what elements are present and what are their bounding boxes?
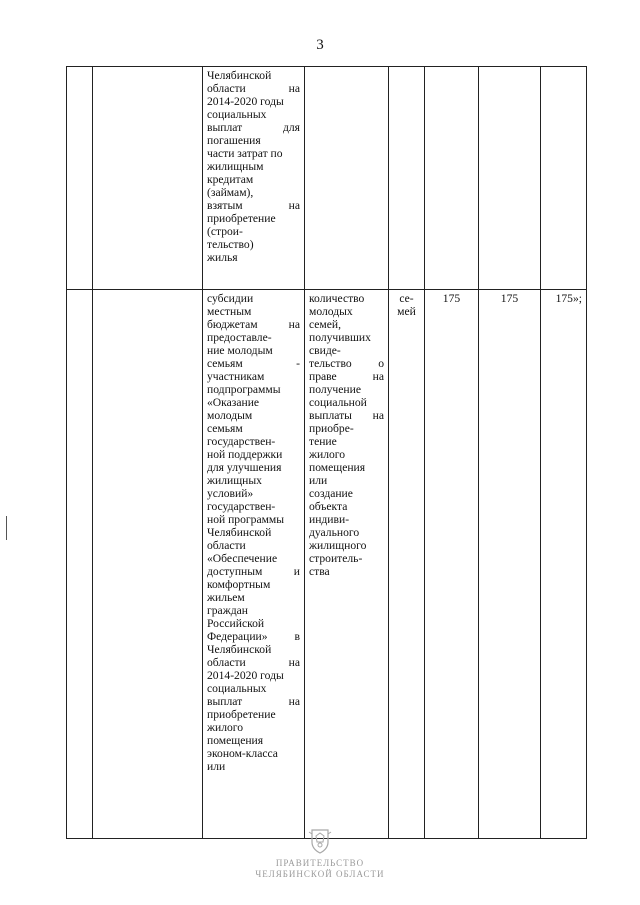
table-cell-number [67,67,93,290]
text-line: предоставле- [207,331,272,344]
text-line: строитель- [309,552,363,565]
table-cell-value-2: 175 [479,290,541,839]
text-line: выплаты на [309,409,384,422]
text-line: праве на [309,370,384,383]
text-line: жилого [309,448,346,461]
text-line: взятым на [207,199,300,212]
text-line: получение [309,383,361,396]
indicator-table [66,66,587,839]
table-cell-indicator [305,67,389,290]
table-cell-description [203,290,305,839]
text-line: области на [207,656,300,669]
text-line: Челябинской [207,526,272,539]
text-line: ной программы [207,513,285,526]
table-cell-value-3: 175»; [541,290,587,839]
text-line: социальных [207,108,267,121]
table-cell-value [541,67,587,290]
text-line: ства [309,565,330,578]
text-line: свиде- [309,344,341,357]
text-line: тельство о [309,357,384,370]
text-line: создание [309,487,353,500]
table-cell-unit [389,290,425,839]
text-line: Челябинской [207,643,272,656]
text-line: местным [207,305,252,318]
text-line: (займам), [207,186,254,199]
table-cell-number [67,290,93,839]
text-line: молодых [309,305,353,318]
text-line: комфортным [207,578,271,591]
text-line: субсидии [207,292,254,305]
text-line: получивших [309,331,371,344]
text-line: семьям - [207,357,300,370]
text-line: тельство) [207,238,254,251]
text-line: объекта [309,500,348,513]
text-line: Федерации» в [207,630,300,643]
text-line: государствен- [207,500,276,513]
table-cell-value-1: 175 [425,290,479,839]
text-line: (строи- [207,225,243,238]
table-cell-description [203,67,305,290]
text-line: семьям [207,422,243,435]
text-line: «Оказание [207,396,260,409]
table-cell-program [93,67,203,290]
text-line: области на [207,82,300,95]
text-line: области [207,539,246,552]
text-line: погашения [207,134,261,147]
text-line: жилого [207,721,244,734]
text-line: социальных [207,682,267,695]
unit-line: мей [397,305,416,318]
description-text [207,69,300,264]
text-line: жилищных [207,474,262,487]
text-line: для улучшения [207,461,282,474]
text-line: 2014-2020 годы [207,669,284,682]
text-line: или [309,474,328,487]
text-line: Российской [207,617,265,630]
text-line: ной поддержки [207,448,283,461]
text-line: выплат для [207,121,300,134]
text-line: или [207,760,226,773]
text-line: подпрограммы [207,383,281,396]
text-line: части затрат по [207,147,283,160]
text-line: «Обеспечение [207,552,278,565]
indicator-text [309,292,384,578]
margin-mark [6,516,7,540]
text-line: эконом-класса [207,747,278,760]
text-line: молодым [207,409,253,422]
text-line: участникам [207,370,265,383]
page-number: 3 [316,37,324,53]
text-line: жилья [207,251,238,264]
text-line: приобретение [207,212,276,225]
text-line: доступным и [207,565,300,578]
text-line: условий» [207,487,254,500]
text-line: бюджетам на [207,318,300,331]
text-line: выплат на [207,695,300,708]
text-line: индиви- [309,513,350,526]
text-line: государствен- [207,435,276,448]
text-line: тение [309,435,337,448]
text-line: жильем [207,591,245,604]
text-line: 2014-2020 годы [207,95,284,108]
text-line: приобре- [309,422,354,435]
text-line: семей, [309,318,342,331]
table-cell-unit [389,67,425,290]
table-row [67,290,587,839]
table-cell-indicator [305,290,389,839]
text-line: кредитам [207,173,254,186]
text-line: социальной [309,396,367,409]
coat-of-arms-icon [305,826,335,856]
text-line: помещения [207,734,264,747]
table-cell-value [479,67,541,290]
text-line: граждан [207,604,248,617]
text-line: приобретение [207,708,276,721]
table-row [67,67,587,290]
government-stamp [230,826,410,880]
text-line: жилищным [207,160,264,173]
text-line: помещения [309,461,366,474]
description-text [207,292,300,773]
text-line: количество [309,292,365,305]
stamp-line-2: ЧЕЛЯБИНСКОЙ ОБЛАСТИ [255,869,385,879]
text-line: жилищного [309,539,367,552]
text-line: ние молодым [207,344,273,357]
text-line: дуального [309,526,360,539]
table-cell-program [93,290,203,839]
unit-line: се- [399,292,414,305]
text-line: Челябинской [207,69,272,82]
table-cell-value [425,67,479,290]
stamp-line-1: ПРАВИТЕЛЬСТВО [275,858,365,868]
